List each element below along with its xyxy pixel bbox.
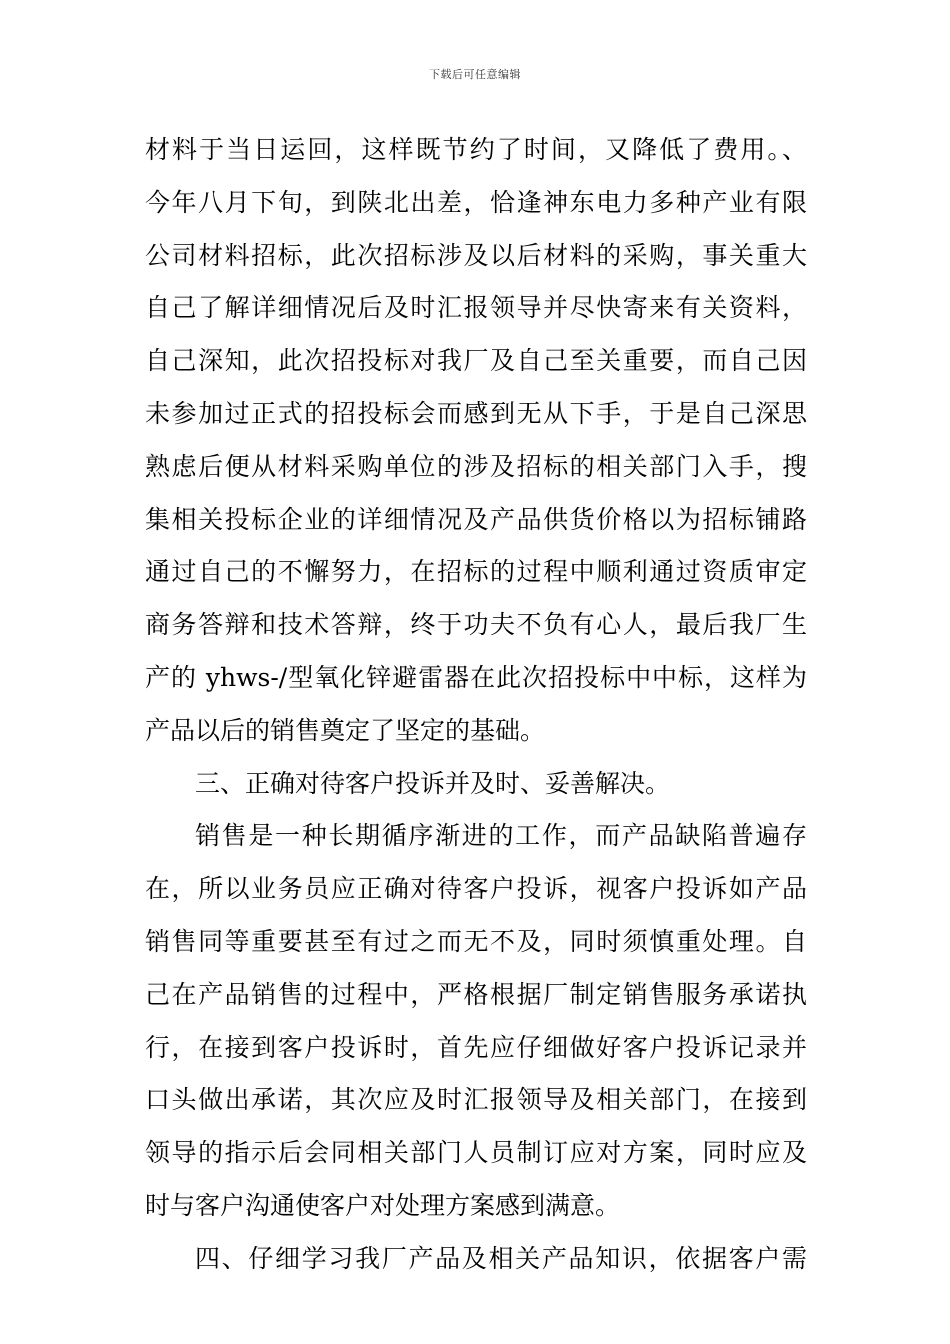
text-line: 公司材料招标，此次招标涉及以后材料的采购，事关重大 [145, 240, 807, 270]
text-line: 材料于当日运回，这样既节约了时间，又降低了费用。、 [145, 135, 807, 164]
text-line: 在，所以业务员应正确对待客户投诉，视客户投诉如产品 [145, 874, 807, 904]
text-line: 产品以后的销售奠定了坚定的基础。 [145, 715, 546, 745]
text-line: 己在产品销售的过程中，严格根据厂制定销售服务承诺执 [145, 979, 807, 1009]
text-line: 销售同等重要甚至有过之而无不及，同时须慎重处理。自 [145, 926, 807, 956]
text-line: 未参加过正式的招投标会而感到无从下手，于是自己深思 [145, 398, 807, 428]
text-line: 产的 yhws-/型氧化锌避雷器在此次招投标中中标，这样为 [145, 662, 807, 692]
text-line: 时与客户沟通使客户对处理方案感到满意。 [145, 1190, 621, 1220]
text-line: 三、正确对待客户投诉并及时、妥善解决。 [195, 768, 671, 798]
text-line: 今年八月下旬，到陕北出差，恰逢神东电力多种产业有限 [145, 187, 807, 217]
text-line: 行，在接到客户投诉时，首先应仔细做好客户投诉记录并 [145, 1032, 807, 1062]
text-line: 销售是一种长期循序渐进的工作，而产品缺陷普遍存 [195, 821, 807, 851]
text-line: 商务答辩和技术答辩，终于功夫不负有心人，最后我厂生 [145, 610, 807, 640]
document-body [145, 124, 807, 1286]
text-line: 集相关投标企业的详细情况及产品供货价格以为招标铺路 [145, 504, 807, 534]
text-line: 通过自己的不懈努力，在招标的过程中顺利通过资质审定 [145, 557, 807, 587]
text-line: 自己了解详细情况后及时汇报领导并尽快寄来有关资料， [145, 293, 807, 323]
text-line: 自己深知，此次招投标对我厂及自己至关重要，而自己因 [145, 346, 807, 376]
text-line: 四、仔细学习我厂产品及相关产品知识，依据客户需 [195, 1243, 807, 1273]
text-line: 熟虑后便从材料采购单位的涉及招标的相关部门入手，搜 [145, 451, 807, 481]
text-line: 口头做出承诺，其次应及时汇报领导及相关部门，在接到 [145, 1085, 807, 1115]
page-header: 下载后可任意编辑 [429, 68, 521, 81]
text-line: 领导的指示后会同相关部门人员制订应对方案，同时应及 [145, 1138, 807, 1168]
